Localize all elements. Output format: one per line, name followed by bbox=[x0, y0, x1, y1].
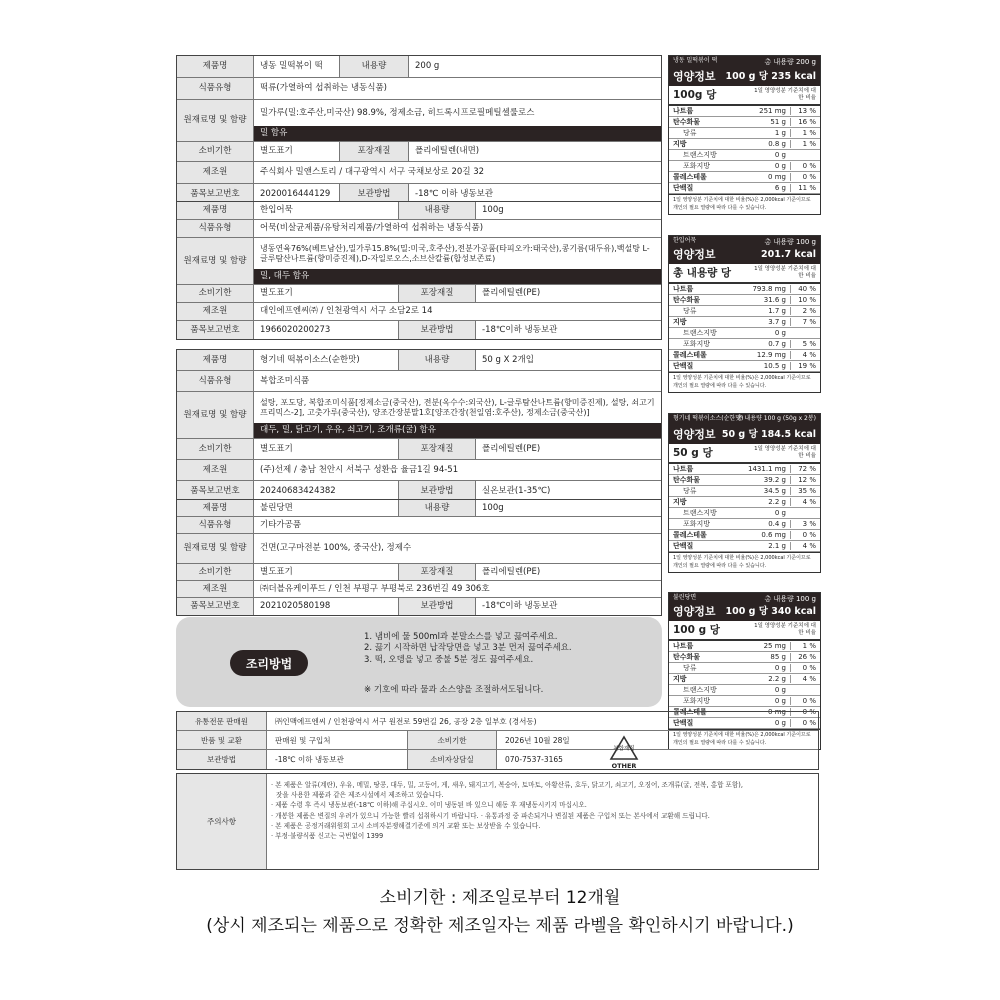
report-label: 품목보고번호 bbox=[177, 184, 254, 204]
nutrient-percent: 1 % bbox=[790, 129, 816, 137]
ingredients: 밀가루(밀:호주산,미국산) 98.9%, 정제소금, 히드록시프로필메틸셀룰로스 bbox=[260, 107, 535, 118]
type-label: 식품유형 bbox=[177, 220, 254, 237]
nutrient-value: 0.8 g bbox=[768, 139, 786, 148]
dv-note: 1일 영양성분 기준치에 대한 비율 bbox=[754, 623, 816, 636]
nutrition-row bbox=[669, 306, 820, 317]
nutrient-percent: 26 % bbox=[790, 653, 816, 661]
nutrition-row bbox=[669, 696, 820, 707]
nutrition-footer: 1일 영양성분 기준치에 대한 비율(%)은 2,000kcal 기준이므로 개인의 필요 열량에 따라 다를 수 있습니다. bbox=[669, 372, 820, 392]
nutrient-name: 트랜스지방 bbox=[683, 328, 717, 337]
product-volume: 200 g bbox=[415, 61, 440, 72]
report-label: 품목보고번호 bbox=[177, 598, 254, 615]
report-number: 2020016444129 bbox=[260, 188, 331, 199]
packaging: 폴리에틸렌(PE) bbox=[482, 566, 541, 577]
nutrient-value: 0.6 mg bbox=[761, 530, 786, 539]
packaging: 폴리에틸렌(PE) bbox=[482, 288, 541, 299]
nutrition-title: 영양정보 bbox=[673, 70, 716, 84]
maker: ㈜더블유케이푸드 / 인천 부평구 부평북로 236번길 49 306호 bbox=[260, 583, 490, 594]
nutrient-percent: 10 % bbox=[790, 296, 816, 304]
nutrient-name: 포화지방 bbox=[683, 696, 711, 705]
packaging-label: 포장재질 bbox=[398, 285, 476, 302]
nutrient-value: 6 g bbox=[774, 183, 786, 192]
maker-label: 제조원 bbox=[177, 303, 254, 320]
product-name: 냉동 밀떡볶이 떡 bbox=[260, 61, 323, 72]
footer-notice-text: (상시 제조되는 제품으로 정확한 제조일자는 제품 라벨을 확인하시기 바랍니다.) bbox=[206, 916, 794, 936]
nutrient-percent: 0 % bbox=[790, 173, 816, 181]
dist-storage-label: 보관방법 bbox=[177, 750, 267, 769]
nutrient-value: 12.9 mg bbox=[756, 350, 786, 359]
caution-item: · 제품 수령 후 즉시 냉동보관(-18℃ 이하)해 주십시오. 이미 냉동된 바 있으니 해동 후 재냉동시키지 마십시오. bbox=[271, 801, 587, 810]
nutrient-value: 0 g bbox=[774, 685, 786, 694]
nutrition-header bbox=[669, 593, 820, 621]
nutrient-value: 1.7 g bbox=[768, 306, 786, 315]
cooking-badge: 조리방법 bbox=[230, 650, 308, 676]
caution-item: · 본 제품은 공정거래위원회 고시 소비자분쟁해결기준에 의거 교환 또는 보상받을 수 있습니다. bbox=[271, 821, 541, 830]
nutrient-value: 3.7 g bbox=[768, 317, 786, 326]
nutrient-name: 콜레스테롤 bbox=[673, 707, 707, 716]
cooking-instructions bbox=[176, 617, 662, 707]
nutrient-value: 25 mg bbox=[763, 641, 786, 650]
nutrition-row bbox=[669, 117, 820, 128]
nutrient-name: 단백질 bbox=[673, 718, 694, 727]
expiry: 별도표기 bbox=[260, 288, 293, 299]
nutrition-row bbox=[669, 350, 820, 361]
nutrient-name: 나트륨 bbox=[673, 641, 694, 650]
nutrient-value: 0.7 g bbox=[768, 339, 786, 348]
nutrition-basis: 총 내용량 당 bbox=[673, 266, 732, 279]
nutrition-panel-1 bbox=[668, 55, 821, 215]
nutrient-percent: 35 % bbox=[790, 487, 816, 495]
product-volume: 100g bbox=[482, 502, 504, 513]
nutrition-product: 한입어묵 bbox=[673, 237, 697, 244]
nutrient-name: 단백질 bbox=[673, 183, 694, 192]
nutrition-row bbox=[669, 663, 820, 674]
nutrient-percent: 4 % bbox=[790, 675, 816, 683]
nutrient-name: 지방 bbox=[673, 674, 687, 683]
nutrition-row bbox=[669, 161, 820, 172]
nutrition-total: 총 내용량 100 g bbox=[764, 595, 816, 603]
nutrition-row bbox=[669, 652, 820, 663]
ingredients-label: 원재료명 및 함량 bbox=[177, 392, 254, 438]
ingredients: 건면(고구마전분 100%, 중국산), 정제수 bbox=[260, 543, 412, 554]
dist-expiry-label: 소비기한 bbox=[407, 731, 497, 749]
product-volume: 50 g X 2개입 bbox=[482, 354, 534, 365]
nutrition-row bbox=[669, 685, 820, 696]
recycle-mark bbox=[602, 735, 646, 771]
nutrient-value: 251 mg bbox=[759, 106, 786, 115]
nutrient-name: 지방 bbox=[673, 497, 687, 506]
name-label: 제품명 bbox=[177, 350, 254, 370]
type-label: 식품유형 bbox=[177, 371, 254, 391]
dist-storage: -18℃ 이하 냉동보관 bbox=[275, 755, 344, 764]
nutrient-name: 탄수화물 bbox=[673, 117, 701, 126]
nutrient-name: 포화지방 bbox=[683, 519, 711, 528]
nutrition-row bbox=[669, 464, 820, 475]
nutrition-rows bbox=[669, 464, 820, 552]
nutrition-panel-3 bbox=[668, 413, 821, 573]
dv-note: 1일 영양성분 기준치에 대한 비율 bbox=[754, 88, 816, 101]
nutrient-name: 탄수화물 bbox=[673, 295, 701, 304]
caution-list bbox=[271, 780, 812, 841]
nutrition-kcal: 100 g 당 235 kcal bbox=[725, 71, 816, 83]
nutrition-row bbox=[669, 497, 820, 508]
nutrition-row bbox=[669, 106, 820, 117]
nutrition-row bbox=[669, 284, 820, 295]
nutrition-row bbox=[669, 361, 820, 372]
nutrient-value: 2.1 g bbox=[768, 541, 786, 550]
maker: 대인에프엔씨㈜ / 인천광역시 서구 소담2로 14 bbox=[260, 306, 433, 317]
nutrient-name: 지방 bbox=[673, 317, 687, 326]
nutrient-value: 0 g bbox=[774, 508, 786, 517]
nutrient-percent: 0 % bbox=[790, 697, 816, 705]
cooking-step-3: 3. 떡, 오뎅을 넣고 중불 5분 정도 끓여주세요. bbox=[364, 654, 534, 665]
storage: -18℃이하 냉동보관 bbox=[482, 601, 558, 612]
nutrient-name: 트랜스지방 bbox=[683, 508, 717, 517]
nutrition-row bbox=[669, 150, 820, 161]
nutrient-name: 당류 bbox=[683, 663, 697, 672]
storage: -18℃이하 냉동보관 bbox=[482, 324, 558, 335]
expiry: 별도표기 bbox=[260, 443, 293, 454]
product-table-4 bbox=[176, 499, 662, 616]
nutrition-footer: 1일 영양성분 기준치에 대한 비율(%)은 2,000kcal 기준이므로 개인의 필요 열량에 따라 다를 수 있습니다. bbox=[669, 552, 820, 572]
product-name: 한입어묵 bbox=[260, 205, 293, 216]
nutrition-row bbox=[669, 641, 820, 652]
footer-expiry-text: 소비기한 : 제조일로부터 12개월 bbox=[379, 888, 621, 908]
ingredients-label: 원재료명 및 함량 bbox=[177, 534, 254, 563]
food-type: 기타가공품 bbox=[260, 519, 302, 530]
allergy-bar: 밀, 대두 함유 bbox=[254, 269, 661, 284]
volume-label: 내용량 bbox=[398, 202, 476, 219]
storage-label: 보관방법 bbox=[398, 321, 476, 339]
nutrition-total: 총 내용량 100 g bbox=[764, 238, 816, 246]
ingredients-label: 원재료명 및 함량 bbox=[177, 100, 254, 141]
report-number: 2021020580198 bbox=[260, 601, 331, 612]
type-label: 식품유형 bbox=[177, 517, 254, 533]
nutrition-title: 영양정보 bbox=[673, 428, 716, 442]
nutrient-percent: 40 % bbox=[790, 285, 816, 293]
nutrition-footer: 1일 영양성분 기준치에 대한 비율(%)은 2,000kcal 기준이므로 개인의 필요 열량에 따라 다를 수 있습니다. bbox=[669, 194, 820, 214]
recycle-label-bottom: OTHER bbox=[611, 762, 637, 770]
nutrition-row bbox=[669, 172, 820, 183]
allergy-bar: 밀 함유 bbox=[254, 126, 661, 141]
expiry-label: 소비기한 bbox=[177, 285, 254, 302]
seller-label: 유통전문 판매원 bbox=[177, 712, 267, 730]
nutrient-value: 0 g bbox=[774, 663, 786, 672]
nutrient-name: 트랜스지방 bbox=[683, 150, 717, 159]
dv-note: 1일 영양성분 기준치에 대한 비율 bbox=[754, 266, 816, 279]
food-type: 떡류(가열하여 섭취하는 냉동식품) bbox=[260, 83, 387, 94]
nutrition-row bbox=[669, 295, 820, 306]
nutrient-percent: 13 % bbox=[790, 107, 816, 115]
nutrient-percent: 12 % bbox=[790, 476, 816, 484]
maker: 주식회사 밀앤스토리 / 대구광역시 서구 국채보상로 20길 32 bbox=[260, 167, 485, 178]
nutrient-percent: 1 % bbox=[790, 642, 816, 650]
seller: ㈜인맥에프엔씨 / 인천광역시 서구 원전로 59번길 26, 공장 2층 일부호 (경서동) bbox=[275, 716, 537, 726]
storage-label: 보관방법 bbox=[339, 184, 409, 204]
distributor-table bbox=[176, 711, 819, 770]
nutrient-name: 지방 bbox=[673, 139, 687, 148]
nutrient-percent: 0 % bbox=[790, 719, 816, 727]
nutrition-basis: 50 g 당 bbox=[673, 446, 713, 459]
nutrition-kcal: 50 g 당 184.5 kcal bbox=[721, 429, 816, 441]
nutrient-name: 단백질 bbox=[673, 361, 694, 370]
nutrient-value: 0 mg bbox=[768, 707, 786, 716]
food-type: 어묵(비살균제품/유탕처리제품/가열하여 섭취하는 냉동식품) bbox=[260, 223, 484, 234]
nutrition-row bbox=[669, 674, 820, 685]
nutrient-percent: 72 % bbox=[790, 465, 816, 473]
product-table-3 bbox=[176, 349, 662, 502]
report-number: 20240683424382 bbox=[260, 485, 336, 496]
storage-label: 보관방법 bbox=[398, 598, 476, 615]
cooking-steps bbox=[364, 632, 572, 666]
nutrient-value: 1 g bbox=[774, 128, 786, 137]
nutrient-value: 2.2 g bbox=[768, 497, 786, 506]
nutrient-percent: 0 % bbox=[790, 162, 816, 170]
nutrition-kcal: 100 g 당 340 kcal bbox=[725, 606, 816, 618]
nutrition-panel-2 bbox=[668, 235, 821, 393]
nutrition-rows bbox=[669, 284, 820, 372]
storage-label: 보관방법 bbox=[398, 481, 476, 501]
nutrient-value: 51 g bbox=[770, 117, 786, 126]
nutrition-row bbox=[669, 317, 820, 328]
recycle-label-top: 복합재질 bbox=[613, 746, 635, 752]
nutrient-name: 탄수화물 bbox=[673, 475, 701, 484]
storage: -18℃ 이하 냉동보관 bbox=[415, 188, 494, 199]
dv-note: 1일 영양성분 기준치에 대한 비율 bbox=[754, 446, 816, 459]
nutrition-row bbox=[669, 139, 820, 150]
nutrition-row bbox=[669, 475, 820, 486]
ingredients: 냉동연육76%(베트남산),밀가루15.8%(밀:미국,호주산),전분가공품(타피오카:태국산),콩기름(대두유),백설탕 L-글루탐산나트륨(향미증진제),D-자일로오스,소브산칼륨(합성보존료) bbox=[260, 243, 650, 263]
allergy-bar: 대두, 밀, 닭고기, 우유, 쇠고기, 조개류(굴) 함유 bbox=[254, 423, 661, 438]
nutrient-value: 0 g bbox=[774, 696, 786, 705]
caution-item: · 개봉한 제품은 변질의 우려가 있으니 가능한 빨리 섭취하시기 바랍니다. · 유통과정 중 파손되거나 변질된 제품은 구입처 또는 본사에서 교환해 드립니다. bbox=[271, 811, 710, 820]
nutrient-percent: 0 % bbox=[790, 531, 816, 539]
nutrient-name: 콜레스테롤 bbox=[673, 350, 707, 359]
nutrient-percent: 0 % bbox=[790, 664, 816, 672]
nutrient-percent: 7 % bbox=[790, 318, 816, 326]
name-label: 제품명 bbox=[177, 202, 254, 219]
nutrient-name: 트랜스지방 bbox=[683, 685, 717, 694]
expiry-label: 소비기한 bbox=[177, 439, 254, 459]
nutrient-name: 나트륨 bbox=[673, 464, 694, 473]
nutrient-value: 85 g bbox=[770, 652, 786, 661]
nutrient-percent: 3 % bbox=[790, 520, 816, 528]
packaging-label: 포장재질 bbox=[398, 439, 476, 459]
exchange-label: 반품 및 교환 bbox=[177, 731, 267, 749]
nutrient-value: 0 mg bbox=[768, 172, 786, 181]
product-table-1 bbox=[176, 55, 662, 205]
nutrient-percent: 2 % bbox=[790, 307, 816, 315]
nutrient-name: 탄수화물 bbox=[673, 652, 701, 661]
packaging-label: 포장재질 bbox=[339, 142, 409, 161]
nutrition-row bbox=[669, 541, 820, 552]
nutrition-product: 형기네 떡볶이소스(순한맛) bbox=[673, 415, 744, 422]
nutrient-percent: 1 % bbox=[790, 140, 816, 148]
ingredients-label: 원재료명 및 함량 bbox=[177, 238, 254, 284]
nutrient-name: 당류 bbox=[683, 306, 697, 315]
packaging: 폴리에틸렌(PE) bbox=[482, 443, 541, 454]
nutrition-title: 영양정보 bbox=[673, 248, 716, 262]
cooking-step-2: 2. 끓기 시작하면 납작당면을 넣고 3분 먼저 끓여주세요. bbox=[364, 643, 572, 654]
report-label: 품목보고번호 bbox=[177, 481, 254, 501]
expiry-label: 소비기한 bbox=[177, 564, 254, 580]
volume-label: 내용량 bbox=[339, 56, 409, 77]
name-label: 제품명 bbox=[177, 500, 254, 516]
maker-label: 제조원 bbox=[177, 162, 254, 183]
nutrition-product: 냉동 밀떡볶이 떡 bbox=[673, 57, 718, 64]
nutrient-value: 34.5 g bbox=[763, 486, 786, 495]
nutrition-header bbox=[669, 56, 820, 86]
nutrient-percent: 16 % bbox=[790, 118, 816, 126]
nutrition-row bbox=[669, 183, 820, 194]
consult-label: 소비자상담실 bbox=[407, 750, 497, 769]
nutrient-name: 나트륨 bbox=[673, 284, 694, 293]
product-volume: 100g bbox=[482, 205, 504, 216]
maker-label: 제조원 bbox=[177, 581, 254, 597]
name-label: 제품명 bbox=[177, 56, 254, 77]
nutrient-name: 당류 bbox=[683, 486, 697, 495]
nutrient-percent: 11 % bbox=[790, 184, 816, 192]
nutrient-value: 10.5 g bbox=[763, 361, 786, 370]
product-name: 불린당면 bbox=[260, 502, 293, 513]
cooking-note: ※ 기호에 따라 물과 소스양을 조절하셔도됩니다. bbox=[364, 685, 544, 695]
nutrient-value: 0 g bbox=[774, 718, 786, 727]
nutrition-row bbox=[669, 128, 820, 139]
nutrient-value: 31.6 g bbox=[763, 295, 786, 304]
caution-item: · 부정·불량식품 신고는 국번없이 1399 bbox=[271, 832, 384, 841]
nutrition-row bbox=[669, 328, 820, 339]
nutrient-value: 0 g bbox=[774, 161, 786, 170]
volume-label: 내용량 bbox=[398, 350, 476, 370]
nutrient-value: 0 g bbox=[774, 150, 786, 159]
consult-phone: 070-7537-3165 bbox=[505, 755, 563, 764]
nutrition-row bbox=[669, 339, 820, 350]
nutrient-percent: 4 % bbox=[790, 351, 816, 359]
report-label: 품목보고번호 bbox=[177, 321, 254, 339]
nutrition-header bbox=[669, 236, 820, 264]
nutrient-value: 793.8 mg bbox=[752, 284, 786, 293]
nutrition-row bbox=[669, 530, 820, 541]
ingredients: 설탕, 포도당, 복합조미식품[정제소금(중국산), 전분(옥수수:외국산), L-글루탐산나트륨(향미증진제), 설탕, 쇠고기프리믹스-2], 고춧가루(중국산), 양조간장분말1호[양조간장(천일염:호주산), 정제소금(중국산)] bbox=[260, 397, 655, 417]
maker-label: 제조원 bbox=[177, 460, 254, 480]
nutrition-total: 총 내용량 200 g bbox=[764, 58, 816, 66]
type-label: 식품유형 bbox=[177, 78, 254, 99]
packaging: 폴리에틸렌(내면) bbox=[415, 146, 480, 157]
nutrition-row bbox=[669, 508, 820, 519]
nutrient-value: 0 g bbox=[774, 328, 786, 337]
expiry: 별도표기 bbox=[260, 146, 293, 157]
nutrient-name: 콜레스테롤 bbox=[673, 172, 707, 181]
expiry: 별도표기 bbox=[260, 566, 293, 577]
nutrition-product: 불린당면 bbox=[673, 594, 697, 601]
maker: (주)선제 / 충남 천안시 서북구 성환읍 율금1길 94-51 bbox=[260, 464, 459, 475]
volume-label: 내용량 bbox=[398, 500, 476, 516]
nutrient-percent: 5 % bbox=[790, 340, 816, 348]
caution-label: 주의사항 bbox=[177, 774, 267, 869]
exchange: 판매원 및 구입처 bbox=[275, 735, 331, 745]
product-table-2 bbox=[176, 201, 662, 340]
nutrition-footer: 1일 영양성분 기준치에 대한 비율(%)은 2,000kcal 기준이므로 개인의 필요 열량에 따라 다를 수 있습니다. bbox=[669, 729, 820, 749]
nutrient-value: 39.2 g bbox=[763, 475, 786, 484]
nutrition-row bbox=[669, 519, 820, 530]
nutrient-name: 포화지방 bbox=[683, 339, 711, 348]
nutrient-name: 나트륨 bbox=[673, 106, 694, 115]
report-number: 1966020200273 bbox=[260, 324, 331, 335]
nutrition-kcal: 201.7 kcal bbox=[761, 249, 816, 261]
cooking-step-1: 1. 냄비에 물 500ml과 분말소스를 넣고 끓여주세요. bbox=[364, 632, 558, 642]
caution-item: 잣을 사용한 제품과 같은 제조시설에서 제조하고 있습니다. bbox=[276, 791, 444, 800]
nutrition-total: 총 내용량 100 g (50g x 2봉) bbox=[736, 415, 816, 422]
expiry-label: 소비기한 bbox=[177, 142, 254, 161]
nutrient-name: 포화지방 bbox=[683, 161, 711, 170]
nutrient-value: 1431.1 mg bbox=[748, 464, 786, 473]
product-name: 형기네 떡볶이소스(순한맛) bbox=[260, 354, 360, 365]
nutrition-basis: 100 g 당 bbox=[673, 623, 720, 636]
nutrition-rows bbox=[669, 106, 820, 194]
nutrient-percent: 4 % bbox=[790, 542, 816, 550]
caution-item: · 본 제품은 알류(계란), 우유, 메밀, 땅콩, 대두, 밀, 고등어, 게, 새우, 돼지고기, 복숭아, 토마토, 아황산류, 호두, 닭고기, 쇠고기, 오징어, 조개류(굴, 전복, 홍합 포함), bbox=[271, 781, 743, 789]
nutrient-name: 단백질 bbox=[673, 541, 694, 550]
nutrition-title: 영양정보 bbox=[673, 605, 716, 619]
nutrition-row bbox=[669, 486, 820, 497]
nutrient-percent: 19 % bbox=[790, 362, 816, 370]
nutrient-name: 콜레스테롤 bbox=[673, 530, 707, 539]
nutrient-name: 당류 bbox=[683, 128, 697, 137]
storage: 실온보관(1-35℃) bbox=[482, 485, 551, 496]
nutrition-header bbox=[669, 414, 820, 444]
nutrient-percent: 4 % bbox=[790, 498, 816, 506]
nutrition-basis: 100g 당 bbox=[673, 88, 717, 101]
dist-expiry: 2026년 10월 28일 bbox=[505, 735, 570, 745]
caution-section bbox=[176, 773, 819, 870]
food-type: 복합조미식품 bbox=[260, 375, 310, 386]
nutrient-percent: 0 % bbox=[790, 708, 816, 716]
nutrient-value: 2.2 g bbox=[768, 674, 786, 683]
packaging-label: 포장재질 bbox=[398, 564, 476, 580]
nutrient-value: 0.4 g bbox=[768, 519, 786, 528]
